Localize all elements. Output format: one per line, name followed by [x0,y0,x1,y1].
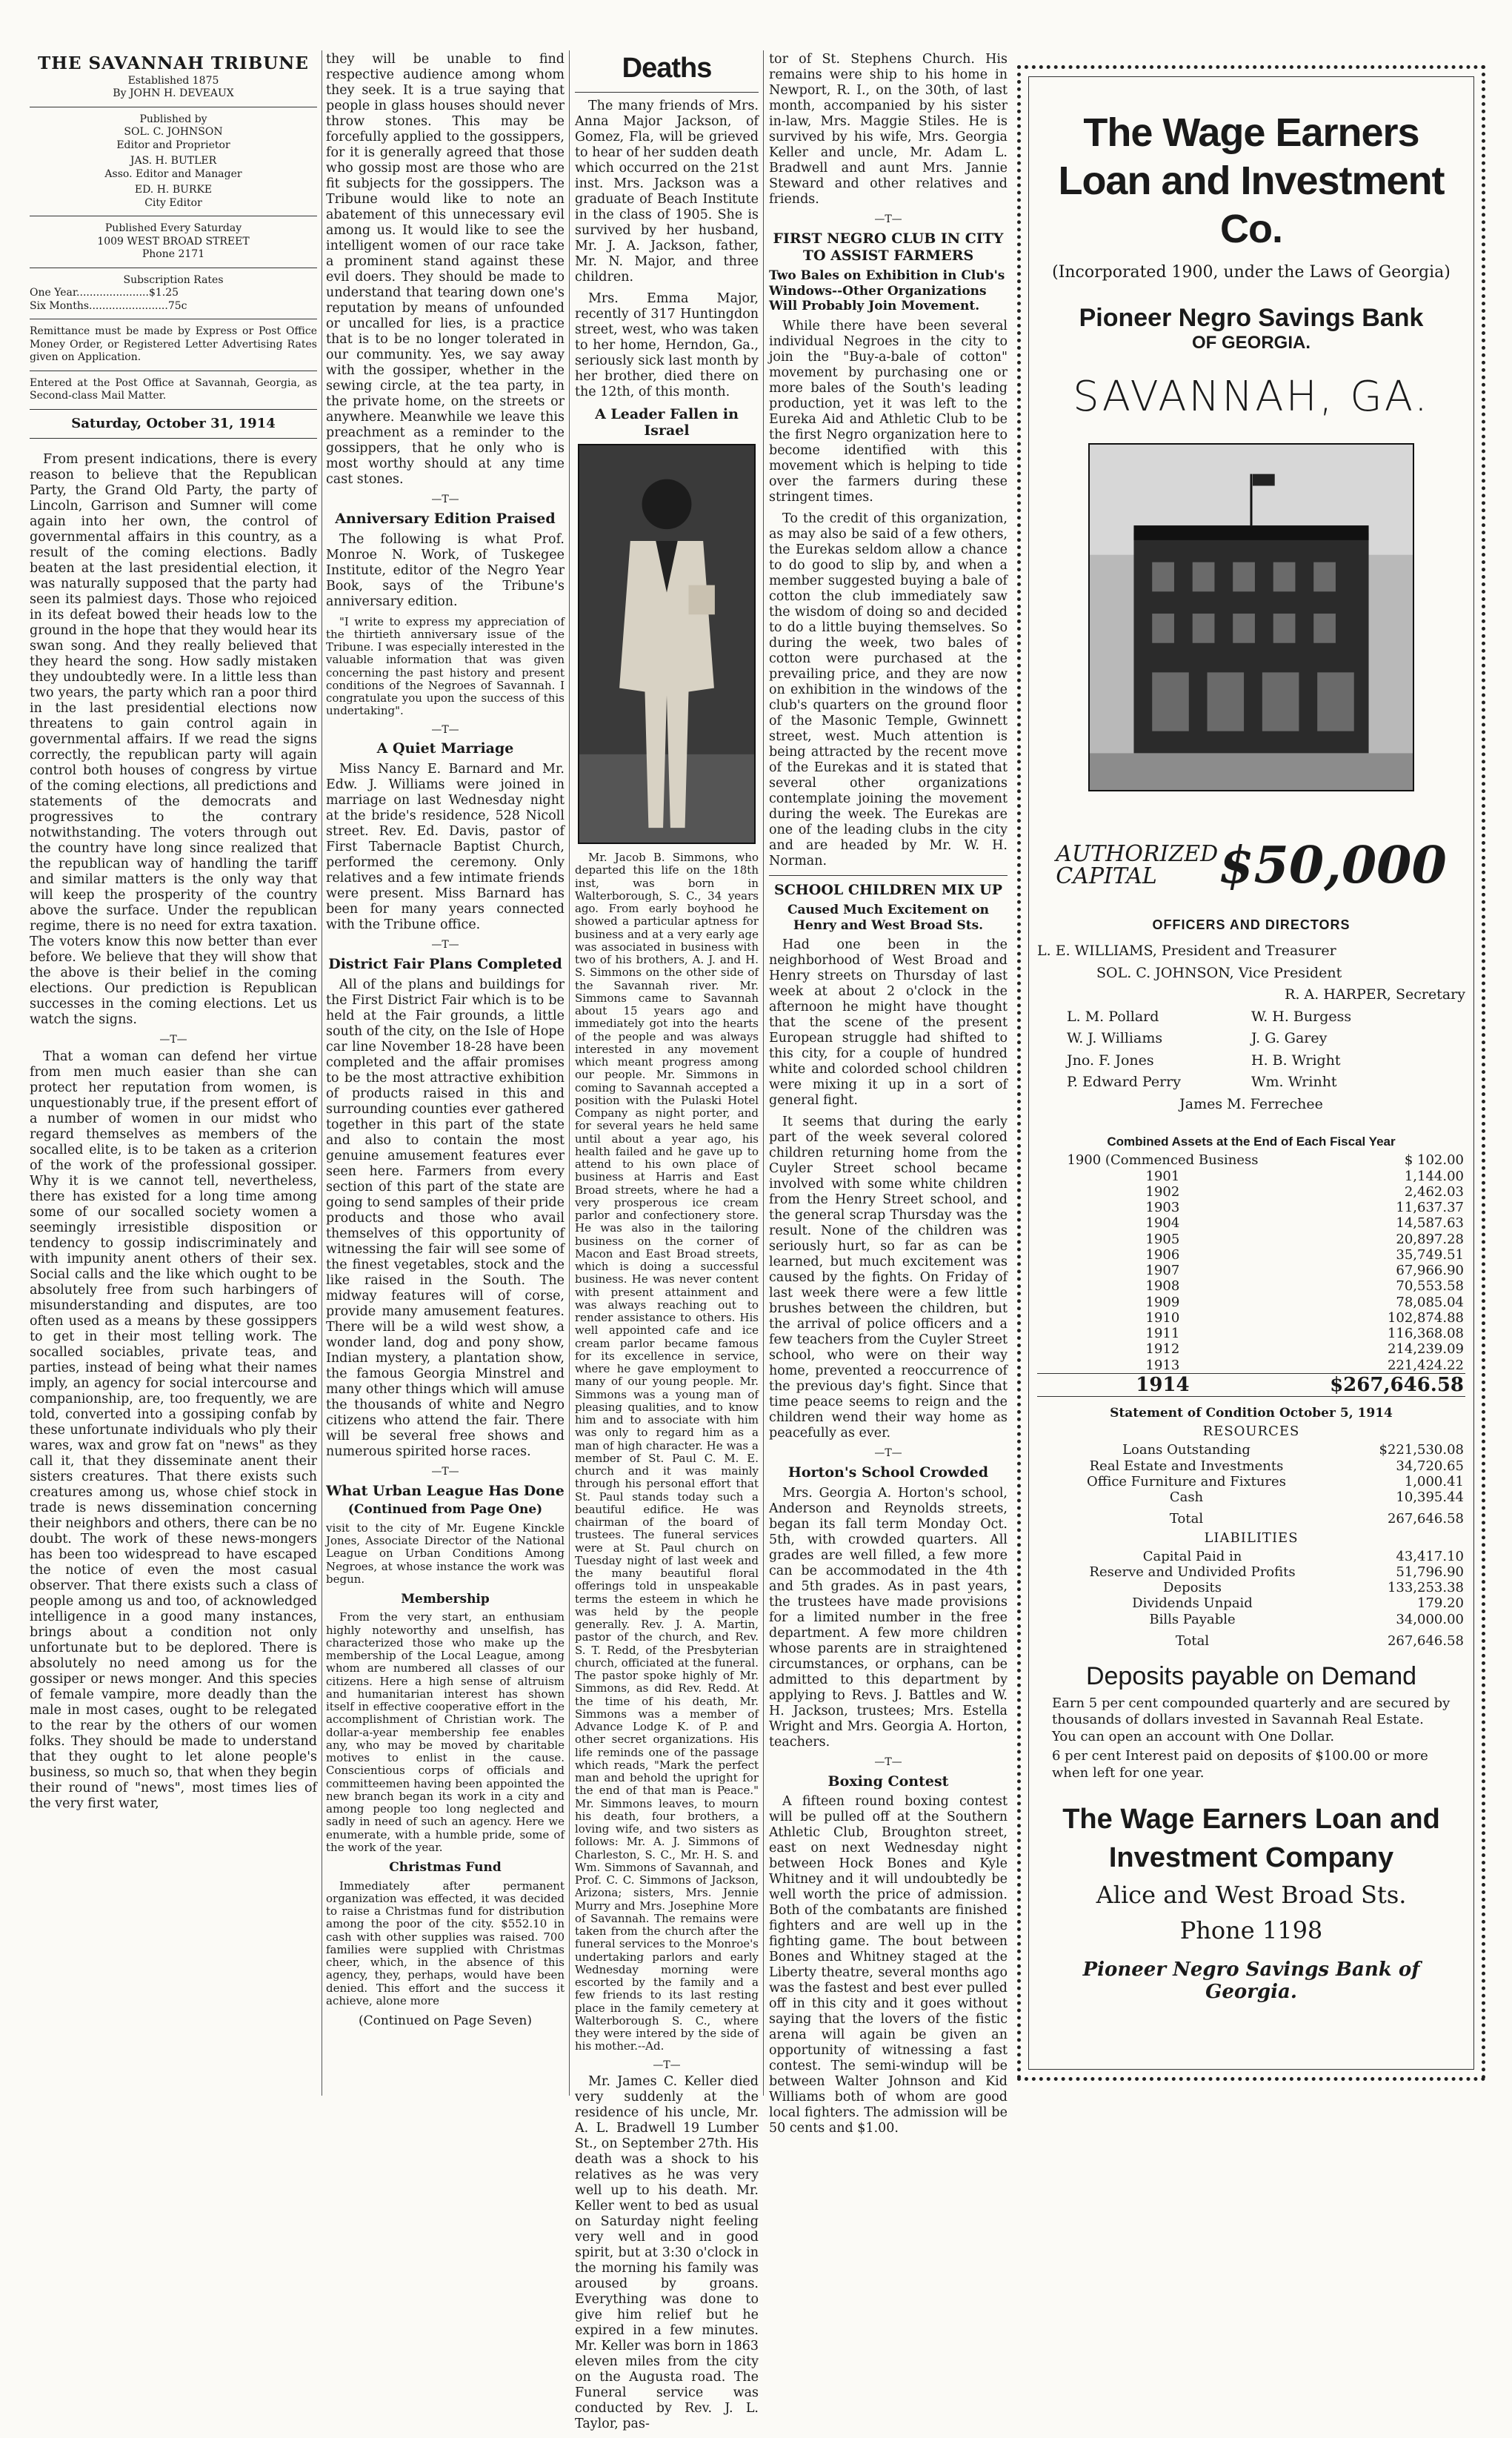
marriage-text: Miss Nancy E. Barnard and Mr. Edw. J. Williams were joined in marriage on last Wednesday night at the bride's residence, 528 Nicoll street. Rev. Ed. Davis, pastor of First Tabernacle Baptist Church, performed the ceremony. Only relatives and a few intimate friends were present. Miss Barnard has been for many years connected with the Tribune office. [326,762,564,933]
separator: —T— [653,2059,681,2071]
ad-company-name: The Wage Earners Loan and Investment Co. [1058,110,1445,251]
assets-row [1037,1295,1465,1310]
liabilities-total: 267,646.58 [1387,1632,1464,1649]
assets-row-label: 1913 [1145,1357,1180,1373]
separator: —T— [874,1756,902,1768]
school-children-text-1: Had one been in the neighborhood of West Broad and Henry streets on Thursday of last week at about 2 o'clock in the afternoon he might have thought that the scene of the present European struggle had shifted to this city, for a couple of hundred white and colorded school children were mixing it up in a sort of general fight. [769,937,1008,1109]
column-rule [569,50,570,2096]
deposits-heading: Deposits payable on Demand [1085,1661,1417,1690]
assets-row-label: 1911 [1145,1326,1180,1342]
footer-company-name: The Wage Earners Loan and Investment Company [1062,1804,1440,1873]
assets-row [1037,1247,1465,1263]
capital-amount: $50,000 [1219,836,1447,896]
authorized-capital [1037,836,1465,895]
resources-row-label: Real Estate and Investments [1089,1458,1284,1474]
separator: —T— [431,723,459,736]
rate-six-months: Six Months........................75c [30,299,187,312]
gossip-continued: they will be unable to find respective audience among whom they seek. It is a true saying that people in glass houses should never throw stones. This may be forcefully applied to the gossippers, for it is generally agreed that those who gossip most are those who are fit subjects for the gossippers. The Tribune would like to note an abatement of this unnecessary evil among us. It would like to see the intelligent women of our race take a prominent stand against these evil doers. They should be made to understand that tearing down one's reputation by means of unfounded or uncalled for lies, is a practice that is to be no longer tolerated in our community. Yes, we say away with the gossiper, whether in the sewing circle, at the tea party, in the private home, on the streets or anywhere. Meanwhile we leave this preachment as a reminder to the gossippers, that he only who is most worthy should at any time cast stones. [326,52,564,487]
separator: —T— [431,1465,459,1478]
keller-continued: tor of St. Stephens Church. His remains were ship to his home in Newport, R. I., on the 30th, of last month, accompanied by his sister in-law, Mrs. Maggie Stiles. He is survived by his wife, Mrs. Georgia Keller and uncle, Mr. Adam L. Bradwell and aunt Mrs. Jannie Steward and other relatives and friends. [769,52,1008,207]
building-illustration [1090,445,1413,790]
resources-row-label: Office Furniture and Fixtures [1087,1473,1286,1489]
city-editor-role: City Editor [144,196,202,209]
subscription-rates-heading: Subscription Rates [123,273,224,286]
assets-row-amount: 78,085.04 [1396,1294,1464,1310]
portrait-figure [579,445,754,843]
assets-row-1914 [1037,1373,1465,1397]
director-name: P. Edward Perry [1067,1074,1181,1091]
assets-row-amount: 2,462.03 [1404,1183,1464,1200]
membership-text: From the very start, an enthusiam highly noteworthy and unselfish, has characterized those who make up the membership of the Local League, among whom are numbered all classes of our citizens. Here a high sense of altruism and humanitarian interest has shown itself in effective cooperative effort in the accomplishment of Christian work. The dollar-a-year membership fee enables any, who may be moved by charitable motives to enlist in the cause. Conscientious corps of officials and committeemen having been appointed the new branch began its work in a city and among people too long neglected and sadly in need of such an agency. Here we enumerate, with a humble pride, some of the work of the year. [326,1610,564,1854]
liabilities-table [1037,1549,1465,1649]
headline-boxing: Boxing Contest [827,1773,949,1790]
editorial-gossip: That a woman can defend her virtue from men much easier than she can protect her reputation from women, is unquestionably true, if the present effort of a number of women in our midst who regard themselves as members of the socalled elite, is to be taken as a criterion of the work of the professional gossiper. Why it is we cannot tell, nevertheless, there has existed for a long time among some of our socalled society women a seemingly irresistible disposition or tendency to gossip indiscriminately and with impunity anent others of their sex. Social calls and the like which ought to be absolutely free from such harbingers of misunderstanding and disputes, are too often used as a means by these gossippers to get in their most telling work. The socalled sociables, private teas, and parties, instead of being what their names imply, an agency for social intercourse and companionship, are, too frequently, we are told, converted into a gossiping confab by these unfortunate individuals who ply their wares, wax and grow fat on "news" as they call it, that they disseminate anent their sisters creatures. That there exists such creatures among us, whose chief stock in trade is news dissemination concerning their neighbors and others, there can be no doubt. The work of these news-mongers has been too widespread to have escaped the notice of even the most casual observer. That there exists such a class of people among us and too, of acknowledged intelligence in a good many instances, brings about a condition not only unfortunate but to be deplored. There is absolutely no need among us for the gossiper or news monger. And this species of female vampire, more deadly than the male in most cases, ought to be relegated to the rear by the others of our women folks. They should be made to understand that they ought to let alone people's business, so much so, that when they begin their round of "news", most times lies of the very first water, [30,1049,317,1812]
resources-total-row [1037,1505,1465,1527]
resources-row [1037,1474,1465,1489]
statement-heading: Statement of Condition October 5, 1914 [1110,1406,1393,1421]
death-emma-major: Mrs. Emma Major, recently of 317 Huntingdon street, west, who was taken to her home, Herndon, Ga., seriously sick last month by her brother, died there on the 12th, of this month. [575,290,759,399]
column-rule [763,50,764,2096]
headline-urban-league: What Urban League Has Done [326,1482,564,1499]
assets-row-amount: $ 102.00 [1404,1152,1464,1169]
bank-building-photo [1088,443,1414,791]
deposits-text-2: 6 per cent Interest paid on deposits of $100.00 or more when left for one year. [1052,1748,1428,1781]
director-name: H. B. Wright [1251,1052,1341,1069]
anniversary-quote: "I write to express my appreciation of the thirtieth anniversary issue of the Tribune. I was especially interested in the valuable information that was given concerning the past history and present conditions of the Negroes of Savannah. I congratulate you upon the success of this undertaking". [326,614,564,718]
officer-president: L. E. WILLIAMS, President and Treasurer [1037,943,1336,960]
continued-page-seven: (Continued on Page Seven) [358,2013,533,2029]
liabilities-row-amount: 133,253.38 [1387,1580,1464,1596]
separator: —T— [431,939,459,951]
headline-negro-club: FIRST NEGRO CLUB IN CITY TO ASSIST FARMERS [773,230,1004,264]
director-name: W. H. Burgess [1251,1008,1352,1025]
director-name: L. M. Pollard [1067,1008,1159,1025]
director-name: Wm. Wrinht [1251,1074,1337,1091]
assets-row-amount: 1,144.00 [1404,1168,1464,1184]
director-last: James M. Ferrechee [1179,1096,1323,1113]
assets-row-label: 1909 [1145,1294,1180,1310]
resources-row-amount: $221,530.08 [1379,1442,1464,1458]
subhead-school-children: Caused Much Excitement on Henry and West Broad Sts. [787,903,990,933]
assets-row [1037,1341,1465,1357]
liabilities-total-label: Total [1175,1632,1210,1649]
assets-row-amount: 116,368.08 [1387,1326,1464,1342]
resources-table [1037,1442,1465,1527]
asset-year: 1914 [1037,1373,1288,1397]
officers-heading: OFFICERS AND DIRECTORS [1152,917,1351,933]
issue-date: Saturday, October 31, 1914 [71,415,276,431]
resources-heading: RESOURCES [1202,1424,1300,1440]
death-james-keller: Mr. James C. Keller died very suddenly at the residence of his uncle, Mr. A. L. Bradwell 19 Lumber St., on September 27th. His death was a shock to his relatives as he was very well up to his death. Mr. Keller went to bed as usual on Saturday night feeling very well and in good spirit, but at 3:30 o'clock in the morning his family was aroused by groans. Everything was done to give him relief but he expired in a few minutes. Mr. Keller was born in 1863 eleven miles from the city on the Augusta road. The Funeral service was conducted by Rev. J. L. Taylor, pas- [575,2074,759,2432]
assets-row-amount: 70,553.58 [1396,1278,1464,1295]
club-text-1: While there have been several individual Negroes in the city to join the "Buy-a-bale of cotton" movement by purchasing one or more bales of the South's leading production, yet it was left to the Eureka Aid and Athletic Club to be the first Negro organization here to become identified with this movement which is helping to tide over the farmers during these stringent times. [769,318,1008,505]
deaths-heading: Deaths [622,53,712,84]
assets-heading: Combined Assets at the End of Each Fiscal Year [1107,1135,1396,1149]
footer-phone: Phone 1198 [1179,1916,1323,1945]
director-name: Jno. F. Jones [1067,1052,1154,1069]
assets-row [1037,1169,1465,1184]
assets-row-amount: 214,239.09 [1387,1341,1464,1358]
rate-one-year: One Year......................$1.25 [30,287,179,299]
resources-row [1037,1442,1465,1458]
liabilities-heading: LIABILITIES [1204,1529,1299,1546]
footer-bank-name: Pioneer Negro Savings Bank of Georgia. [1082,1959,1420,2004]
headline-anniversary: Anniversary Edition Praised [335,510,556,527]
column-1 [30,53,317,1818]
liabilities-row [1037,1580,1465,1595]
headline-leader-fallen: A Leader Fallen in Israel [595,405,739,439]
assets-row-label: 1900 (Commenced Business [1067,1152,1259,1169]
assets-row-label: 1904 [1145,1215,1180,1232]
resources-total-label: Total [1169,1511,1204,1527]
assets-row-amount: 221,424.22 [1387,1357,1464,1373]
masthead-founder: By JOHN H. DEVEAUX [113,87,234,100]
liabilities-row-amount: 51,796.90 [1396,1564,1464,1580]
ad-bank-name: Pioneer Negro Savings Bank [1079,304,1424,333]
assets-row-label: 1903 [1145,1200,1180,1216]
assets-row [1037,1326,1465,1341]
liabilities-row-amount: 43,417.10 [1396,1548,1464,1564]
capital-label: AUTHORIZED CAPITAL [1056,841,1219,890]
mail-entry-note: Entered at the Post Office at Savannah, Georgia, as Second-class Mail Matter. [30,376,317,402]
assets-row-label: 1902 [1145,1183,1180,1200]
headline-fair: District Fair Plans Completed [328,955,562,972]
liabilities-row-label: Dividends Unpaid [1132,1595,1253,1612]
liabilities-row-label: Bills Payable [1149,1611,1236,1627]
assets-row [1037,1232,1465,1247]
assoc-editor-name: JAS. H. BUTLER [130,155,217,167]
assets-row-label: 1906 [1145,1246,1180,1263]
office-address: 1009 WEST BROAD STREET [97,235,250,248]
assets-row [1037,1215,1465,1231]
assets-row [1037,1200,1465,1215]
resources-row-amount: 34,720.65 [1396,1458,1464,1474]
assets-row-amount: 35,749.51 [1396,1246,1464,1263]
publication-schedule: Published Every Saturday [104,222,242,235]
assets-row [1037,1184,1465,1200]
headline-marriage: A Quiet Marriage [376,740,514,757]
separator: —T— [431,494,459,505]
assets-row-label: 1907 [1145,1263,1180,1279]
editorial-republican: From present indications, there is every reason to believe that the Republican Party, the Grand Old Party, the party of Lincoln, Garrison and Sumner will come again into her own, the control of governmental affairs in this country, as a result of the coming elections. Badly beaten at the last presidential election, it was naturally supposed that the party had seen its palmiest days. Those who rejoiced in its defeat bowed their heads low to the ground in the hope that they would hear its swan song. And they really believed that they heard the song. How sadly mistaken they undoubtedly were. In a little less than two years, the party which ran a poor third in the last presidential elections now threatens to gain control again in governmental affairs. If we read the signs correctly, the republican party will again control both houses of congress by virtue of the coming elections, all predictions and statements of the democrats and progressives to the contrary notwithstanding. The voters through out the country have long since realized that the republican way of handling the tariff and similar matters is the only way that will keep the prosperity of the country above the surface. Under the republican regime, there is no need for extra taxation. The voters know this now better than ever before. We believe that they will show that the above is their belief in the coming elections. Our prediction is Republican successes in the coming elections. Let us watch the signs. [30,452,317,1028]
headline-horton-school: Horton's School Crowded [787,1464,989,1481]
boxing-text: A fifteen round boxing contest will be pulled off at the Southern Athletic Club, Broughton street, east on next Wednesday night between Hock Bones and Kyle Whitney and it will undoubtedly be well worth the price of admission. Both of the combatants are finished fighters and are well up in the fighting game. The bout between Bones and Whitney staged at the Liberty theatre, several months ago was the fastest and best ever pulled off in this city and it goes without saying that the lovers of the fistic arena will again be given an opportunity of witnessing a fast contest. The semi-windup will be between Walter Johnson and Kid Williams both of whom are good local fighters. The admission will be 50 cents and $1.00. [769,1794,1008,2136]
column-3 [575,52,759,2438]
liabilities-row-amount: 179.20 [1417,1595,1464,1612]
publisher-role: Editor and Proprietor [116,139,230,151]
assets-row-label: 1908 [1145,1278,1180,1295]
resources-total: 267,646.58 [1387,1511,1464,1527]
resources-row [1037,1458,1465,1474]
death-anna-jackson: The many friends of Mrs. Anna Major Jackson, of Gomez, Fla, will be grieved to hear of her sudden death which occurred on the 21st inst. Mrs. Jackson was a graduate of Beach Institute in the class of 1905. She is survived by her husband, Mr. J. A. Jackson, father, Mr. N. Major, and three children. [575,98,759,285]
resources-row [1037,1489,1465,1505]
subhead-negro-club: Two Bales on Exhibition in Club's Windows--Other Organizations Will Probably Join Movement. [769,268,1005,314]
liabilities-row-label: Capital Paid in [1142,1548,1242,1564]
ad-incorporated: (Incorporated 1900, under the Laws of Georgia) [1052,263,1451,282]
assets-row-amount: 20,897.28 [1396,1231,1464,1247]
horton-school-text: Mrs. Georgia A. Horton's school, Anderson and Reynolds streets, began its fall term Monday Oct. 5th, with crowded quarters. All grades are well filled, a few more can be accommodated in the 4th and 5th grades. As in past years, the trustees have made provisions for a limited number in the free department. A few more children whose parents are in straightened circumstances, or orphans, can be admitted to this department by applying to Revs. J. Battles and W. H. Jackson, trustees; Mrs. Estella Wright and Mrs. Georgia A. Horton, teachers. [769,1485,1008,1750]
column-2 [326,52,564,2033]
column-4 [769,52,1008,2142]
anniversary-text: The following is what Prof. Monroe N. Work, of Tuskegee Institute, editor of the Negro Year Book, says of the Tribune's anniversary edition. [326,531,564,609]
resources-row-amount: 10,395.44 [1396,1489,1464,1506]
liabilities-row [1037,1612,1465,1627]
assets-row-label: 1910 [1145,1309,1180,1326]
directors-list [1037,1006,1465,1094]
director-name: W. J. Williams [1067,1030,1163,1047]
fair-text: All of the plans and buildings for the First District Fair which is to be held at the Fair grounds, a little south of the city, on the Isle of Hope car line November 18-28 have been completed and the affair promises to be the most attractive exhibition of products raised in this and surrounding counties ever gathered together in this part of the state and also to contain the most genuine amusement features ever seen here. Farmers from every section of this part of the state are going to send samples of their pride products and those who avail themselves of this opportunity of witnessing the fair will see some of the finest vegetables, stock and the like raised in the South. The midway features will of corse, provide many amusement features. There will be a wild west show, a wonder land, dog and pony show, Indian mystery, a plantation show, the famous Georgia Minstrel and many other things which will amuse the thousands of white and Negro citizens who attend the fair. There will be several free shows and numerous spirited horse races. [326,977,564,1459]
liabilities-row [1037,1595,1465,1611]
urban-league-continued: (Continued from Page One) [347,1502,543,1518]
simmons-obituary: Mr. Jacob B. Simmons, who departed this life on the 18th inst, was born in Walterborough, S. C., 34 years ago. From early boyhood he showed a particular aptness for business and at a very early age was associated in business with two of his brothers, A. J. and H. S. Simmons on the other side of the Savannah river. Mr. Simmons came to Savannah about 15 years ago and immediately got into the hearts of the people and was always interested in any movement which meant progress among our people. Mr. Simmons in coming to Savannah accepted a position with the Pulaski Hotel Company as night porter, and for several years he held same until about a year ago, his health failed and he gave up to attend to his own place of business at Harris and East Broad streets, where he had a very prosperous ice cream parlor and confectionery store. He was also in the tailoring business on the corner of Macon and East Broad streets, which is doing a successful business. He was never content with present attainment and was always reaching out to render assistance to others. His well appointed cafe and ice cream parlor became famous for its excellence in service, where he gave employment to many of our young people. Mr. Simmons was a young man of pleasing qualities, and to know him and to associate with him was only to regard him as a man of high character. He was a member of St. Paul C. M. E. church and it was mainly through his personal effort that St. Paul stands today such a beautiful edifice. He was chairman of the board of trustees. The funeral services were at St. Paul church on Tuesday night of last week and the many beautiful floral offerings told in unspeakable terms the esteem in which he was held by the people generally. Rev. J. A. Martin, pastor of the church, and Rev. S. T. Redd, of the Presbyterian church, officiated at the funeral. The pastor spoke highly of Mr. Simmons, as did Rev. Redd. At the time of his death, Mr. Simmons was a member of Advance Lodge K. of P. and other secret organizations. His life reminds one of the passage which reads, "Mark the perfect man and behold the upright for the end of that man is Peace." Mr. Simmons leaves, to mourn his death, four brothers, a loving wife, and two sisters as follows: Mr. A. J. Simmons of Charleston, S. C., Mr. H. S. and Wm. Simmons of Savannah, and Prof. C. C. Simmons of Jackson, Arizona; sisters, Mrs. Jennie Murry and Mrs. Josephine More of Savannah. The remains were taken from the church after the funeral services to the Monroe's undertaking parlors and early Wednesday morning were escorted by the family and a few friends to its last resting place in the family cemetery at Walterborough S. C., where they were intered by the side of his mother.--Ad. [575,851,759,2053]
liabilities-row [1037,1564,1465,1580]
resources-row-label: Cash [1169,1489,1204,1506]
subhead-membership: Membership [401,1592,490,1607]
christmas-fund-text: Immediately after permanent organization was effected, it was decided to raise a Christmas fund for distribution among the poor of the city. $552.10 in cash with other supplies was raised. 700 families were supplied with Christmas cheer, which, in the absence of this agency, they, perhaps, would have been denied. This effort and the success it achieve, alone more [326,1879,564,2007]
assets-row-label: 1905 [1145,1231,1180,1247]
publisher-name: SOL. C. JOHNSON [124,126,223,139]
headline-school-children: SCHOOL CHILDREN MIX UP [773,881,1003,898]
club-text-2: To the credit of this organization, as may also be said of a few others, the Eurekas seldom allow a chance to do good to slip by, and when a member suggested buying a bale of cotton the club immediately saw the wisdom of doing so and decided to do a little buying themselves. So during the week, two bales of cotton were purchased at the prevailing price, and they are now on exhibition in the windows of the club's quarters on the ground floor of the Masonic Temple, Gwinnett street, west. Much attention is being attracted by the recent move of the Eurekas and it is stated that several other organizations contemplate joining the movement during the week. The Eurekas are one of the leading clubs in the city and are headed by Mr. W. H. Norman. [769,511,1008,868]
masthead [30,53,317,439]
assets-row-amount: 11,637.37 [1396,1200,1464,1216]
separator: —T— [874,213,902,225]
masthead-established: Established 1875 [127,74,219,87]
liabilities-row-amount: 34,000.00 [1396,1611,1464,1627]
bank-advertisement [1017,65,1485,2081]
resources-row-amount: 1,000.41 [1404,1473,1464,1489]
assets-row-amount: 14,587.63 [1396,1215,1464,1232]
footer-address: Alice and West Broad Sts. [1096,1881,1407,1910]
assoc-editor-role: Asso. Editor and Manager [104,167,242,180]
ad-city: SAVANNAH, GA. [1073,373,1430,422]
liabilities-row-label: Deposits [1163,1580,1222,1596]
assets-row [1037,1310,1465,1326]
assets-row-label: 1901 [1145,1168,1180,1184]
assets-row [1037,1152,1465,1168]
subhead-christmas-fund: Christmas Fund [389,1860,502,1876]
assets-row [1037,1278,1465,1294]
liabilities-total-row [1037,1627,1465,1649]
city-editor-name: ED. H. BURKE [134,184,213,196]
assets-row [1037,1358,1465,1374]
remittance-note: Remittance must be made by Express or Post Office Money Order, or Registered Letter Advertising Rates given on Application. [30,325,317,364]
urban-league-text: visit to the city of Mr. Eugene Kinckle Jones, Associate Director of the National League on Urban Conditions Among Negroes, at whose instance the work was begun. [326,1521,564,1586]
assets-row-amount: 67,966.90 [1396,1263,1464,1279]
assets-row-label: 1912 [1145,1341,1180,1358]
separator: —T— [874,1447,902,1460]
deposits-text-1: Earn 5 per cent compounded quarterly and are secured by thousands of dollars invested in Savannah Real Estate. You can open an account with One Dollar. [1052,1695,1451,1744]
school-children-text-2: It seems that during the early part of the week several colored children returning home from the Cuyler Street school became involved with some white children from the Henry Street school, and the general scrap Thursday was the result. None of the children was seriously hurt, so far as can be learned, but much excitement was caused by the fights. On Friday of last week there were a few little brushes between the children, but the arrival of police officers and a few teachers from the Cuyler Street school, who were on their way home, prevented a reoccurrence of the previous day's fight. Since that time peace seems to reign and the children wend their way home as peacefully as ever. [769,1115,1008,1441]
assets-row [1037,1263,1465,1278]
officer-vice-president: SOL. C. JOHNSON, Vice President [1096,964,1342,981]
asset-amount: $267,646.58 [1288,1373,1465,1397]
separator: —T— [159,1034,187,1046]
liabilities-row-label: Reserve and Undivided Profits [1089,1564,1296,1580]
ad-bank-state: OF GEORGIA. [1191,333,1310,353]
officers-list [1037,940,1465,1006]
portrait-photo [578,444,756,844]
published-by-label: Published by [139,113,207,125]
director-name: J. G. Garey [1251,1030,1328,1047]
liabilities-row [1037,1549,1465,1564]
officer-secretary: R. A. HARPER, Secretary [1285,986,1465,1003]
assets-table [1037,1152,1465,1397]
assets-row-amount: 102,874.88 [1387,1309,1464,1326]
masthead-title: THE SAVANNAH TRIBUNE [38,53,309,73]
resources-row-label: Loans Outstanding [1122,1442,1250,1458]
office-phone: Phone 2171 [141,248,205,261]
